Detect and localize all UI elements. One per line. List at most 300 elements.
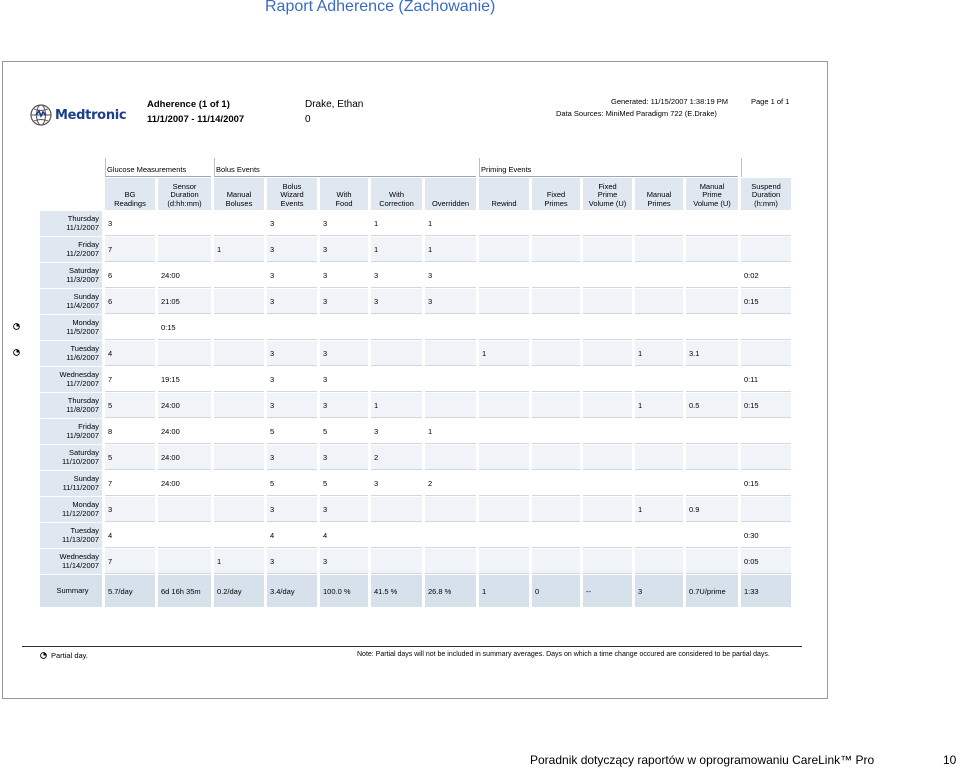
table-cell bbox=[741, 341, 791, 366]
table-row bbox=[40, 211, 791, 236]
table-cell bbox=[583, 523, 632, 548]
table-cell bbox=[425, 393, 476, 418]
day-name: Monday bbox=[72, 318, 99, 327]
day-name: Tuesday bbox=[70, 526, 99, 535]
table-cell bbox=[425, 445, 476, 470]
table-cell bbox=[214, 263, 264, 288]
adherence-table bbox=[37, 157, 794, 608]
table-cell: 3 bbox=[267, 263, 317, 288]
table-cell bbox=[267, 315, 317, 340]
column-header bbox=[532, 178, 580, 210]
column-header-line: Manual bbox=[226, 190, 252, 199]
table-cell bbox=[741, 237, 791, 262]
table-cell bbox=[686, 445, 738, 470]
table-cell: 4 bbox=[105, 523, 155, 548]
table-cell: 2 bbox=[371, 445, 422, 470]
table-cell: 3 bbox=[267, 341, 317, 366]
table-cell bbox=[320, 315, 368, 340]
table-cell: 1 bbox=[214, 549, 264, 574]
column-header-line: Food bbox=[335, 198, 353, 208]
column-header-line: Events bbox=[280, 198, 304, 208]
table-cell bbox=[479, 289, 529, 314]
table-cell: 3 bbox=[267, 211, 317, 236]
day-date: 11/14/2007 bbox=[62, 560, 99, 570]
day-date: 11/12/2007 bbox=[62, 508, 99, 518]
table-cell: 3 bbox=[267, 393, 317, 418]
column-header bbox=[320, 178, 368, 210]
table-cell bbox=[371, 341, 422, 366]
column-header-line: Bolus bbox=[282, 181, 302, 191]
table-cell bbox=[635, 549, 683, 574]
summary-cell: 1 bbox=[479, 575, 529, 607]
day-name: Sunday bbox=[73, 474, 99, 483]
table-cell: 3 bbox=[320, 445, 368, 470]
data-sources: Data Sources: MiniMed Paradigm 722 (E.Drake) bbox=[556, 109, 717, 118]
column-header-line: Prime bbox=[597, 190, 618, 199]
summary-cell: 3 bbox=[635, 575, 683, 607]
table-cell bbox=[686, 471, 738, 496]
table-cell bbox=[741, 211, 791, 236]
table-cell: 3 bbox=[425, 289, 476, 314]
day-date: 11/4/2007 bbox=[66, 300, 99, 310]
table-cell: 1 bbox=[371, 211, 422, 236]
table-cell: 5 bbox=[105, 393, 155, 418]
table-cell bbox=[425, 341, 476, 366]
column-header-line: (d:hh:mm) bbox=[167, 198, 202, 208]
table-row bbox=[40, 263, 791, 288]
table-cell bbox=[741, 497, 791, 522]
table-cell: 1 bbox=[371, 237, 422, 262]
table-cell bbox=[635, 263, 683, 288]
table-cell: 3 bbox=[320, 341, 368, 366]
table-cell: 0:11 bbox=[741, 367, 791, 392]
table-cell bbox=[479, 445, 529, 470]
table-cell: 3 bbox=[320, 549, 368, 574]
day-date: 11/9/2007 bbox=[66, 430, 99, 440]
column-header-line: Duration bbox=[170, 190, 199, 199]
table-cell: 1 bbox=[214, 237, 264, 262]
table-cell: 4 bbox=[267, 523, 317, 548]
table-cell bbox=[583, 341, 632, 366]
partial-day-icon bbox=[40, 652, 47, 659]
table-cell bbox=[583, 237, 632, 262]
column-header-line: Manual bbox=[699, 181, 725, 191]
table-cell bbox=[532, 289, 580, 314]
day-name: Thursday bbox=[67, 214, 99, 223]
table-cell: 6 bbox=[105, 289, 155, 314]
table-cell: 3 bbox=[320, 211, 368, 236]
summary-cell: 26.8 % bbox=[425, 575, 476, 607]
column-header-line: Fixed bbox=[546, 190, 566, 199]
summary-cell: 0 bbox=[532, 575, 580, 607]
table-cell: 3 bbox=[425, 263, 476, 288]
table-cell bbox=[532, 237, 580, 262]
summary-cell: -- bbox=[583, 575, 632, 607]
summary-row bbox=[40, 575, 791, 607]
column-header-line: Duration bbox=[751, 190, 781, 199]
table-cell bbox=[479, 367, 529, 392]
day-date: 11/11/2007 bbox=[62, 482, 99, 492]
table-cell: 4 bbox=[105, 341, 155, 366]
column-header-line: Sensor bbox=[172, 181, 197, 191]
day-cell bbox=[40, 419, 102, 444]
table-cell: 3 bbox=[320, 367, 368, 392]
table-cell bbox=[158, 549, 211, 574]
brand-name: Medtronic bbox=[55, 107, 127, 123]
day-cell bbox=[40, 497, 102, 522]
table-cell bbox=[479, 211, 529, 236]
day-cell bbox=[40, 237, 102, 262]
table-cell bbox=[532, 211, 580, 236]
table-cell bbox=[532, 341, 580, 366]
column-header bbox=[105, 178, 155, 210]
column-header bbox=[635, 178, 683, 210]
table-cell bbox=[425, 367, 476, 392]
column-header bbox=[479, 178, 529, 210]
table-cell bbox=[214, 419, 264, 444]
column-header bbox=[741, 178, 791, 210]
table-cell bbox=[532, 523, 580, 548]
day-date: 11/7/2007 bbox=[66, 378, 99, 388]
table-cell bbox=[583, 471, 632, 496]
table-cell: 24:00 bbox=[158, 419, 211, 444]
table-cell bbox=[583, 315, 632, 340]
table-cell: 0:30 bbox=[741, 523, 791, 548]
table-cell bbox=[214, 367, 264, 392]
page-indicator: Page 1 of 1 bbox=[751, 97, 790, 106]
table-cell bbox=[635, 237, 683, 262]
table-row bbox=[40, 497, 791, 522]
day-name: Sunday bbox=[73, 292, 99, 301]
column-header-line: Volume (U) bbox=[588, 198, 627, 208]
footer-divider bbox=[22, 646, 802, 647]
table-cell: 0:15 bbox=[741, 471, 791, 496]
table-cell: 7 bbox=[105, 549, 155, 574]
column-header bbox=[158, 178, 211, 210]
table-cell bbox=[686, 289, 738, 314]
table-cell bbox=[425, 497, 476, 522]
column-header-line: Overridden bbox=[431, 198, 470, 208]
table-cell bbox=[686, 367, 738, 392]
day-cell bbox=[40, 549, 102, 574]
column-header bbox=[583, 178, 632, 210]
table-cell bbox=[214, 315, 264, 340]
table-cell: 3 bbox=[267, 367, 317, 392]
table-cell: 5 bbox=[105, 445, 155, 470]
table-cell: 24:00 bbox=[158, 393, 211, 418]
column-header-line: Manual bbox=[646, 190, 672, 199]
table-cell bbox=[158, 237, 211, 262]
footer-note: Note: Partial days will not be included in summary averages. Days on which a time change occured are considered to be partial days. bbox=[357, 651, 770, 658]
table-row bbox=[40, 289, 791, 314]
table-cell bbox=[479, 393, 529, 418]
table-cell: 3 bbox=[105, 497, 155, 522]
table-cell: 1 bbox=[425, 237, 476, 262]
table-cell bbox=[425, 523, 476, 548]
legend-label: Partial day. bbox=[51, 651, 88, 660]
table-cell: 1 bbox=[425, 211, 476, 236]
table-cell: 24:00 bbox=[158, 445, 211, 470]
table-row bbox=[40, 471, 791, 496]
column-header-line: Boluses bbox=[225, 198, 253, 208]
table-cell: 0:05 bbox=[741, 549, 791, 574]
page-title: Raport Adherence (Zachowanie) bbox=[265, 0, 496, 15]
table-cell: 0.5 bbox=[686, 393, 738, 418]
day-name: Friday bbox=[78, 422, 99, 431]
table-cell: 3 bbox=[371, 471, 422, 496]
table-cell bbox=[583, 419, 632, 444]
table-cell: 3 bbox=[267, 445, 317, 470]
day-name: Saturday bbox=[68, 448, 99, 457]
table-cell: 0:15 bbox=[741, 289, 791, 314]
table-cell bbox=[371, 315, 422, 340]
column-header-line: Prime bbox=[702, 190, 722, 199]
table-row bbox=[40, 393, 791, 418]
day-date: 11/8/2007 bbox=[66, 404, 99, 414]
day-cell bbox=[40, 341, 102, 366]
table-cell: 3 bbox=[267, 289, 317, 314]
table-cell: 1 bbox=[371, 393, 422, 418]
table-cell: 3 bbox=[320, 393, 368, 418]
table-row bbox=[40, 341, 791, 366]
summary-cell: 100.0 % bbox=[320, 575, 368, 607]
table-cell bbox=[532, 497, 580, 522]
generated-timestamp: Generated: 11/15/2007 1:38:19 PM bbox=[611, 97, 729, 106]
table-cell bbox=[583, 393, 632, 418]
table-cell bbox=[686, 523, 738, 548]
table-cell bbox=[686, 211, 738, 236]
summary-cell: 1:33 bbox=[741, 575, 791, 607]
column-header bbox=[267, 178, 317, 210]
table-cell: 0.9 bbox=[686, 497, 738, 522]
table-cell: 3 bbox=[320, 497, 368, 522]
table-cell bbox=[532, 445, 580, 470]
globe-logo-icon bbox=[29, 103, 53, 127]
table-cell: 7 bbox=[105, 237, 155, 262]
table-cell bbox=[635, 523, 683, 548]
table-row bbox=[40, 315, 791, 340]
bottom-title: Poradnik dotyczący raportów w oprogramowaniu CareLink™ Pro bbox=[530, 753, 875, 767]
day-date: 11/1/2007 bbox=[66, 222, 99, 232]
day-date: 11/6/2007 bbox=[66, 352, 99, 362]
table-cell: 24:00 bbox=[158, 263, 211, 288]
day-date: 11/3/2007 bbox=[66, 274, 99, 284]
table-cell bbox=[479, 549, 529, 574]
table-cell bbox=[214, 497, 264, 522]
table-cell: 24:00 bbox=[158, 471, 211, 496]
table-cell bbox=[425, 315, 476, 340]
table-row bbox=[40, 419, 791, 444]
table-cell: 5 bbox=[320, 471, 368, 496]
table-cell: 5 bbox=[267, 471, 317, 496]
day-date: 11/13/2007 bbox=[62, 534, 99, 544]
table-cell bbox=[741, 445, 791, 470]
table-cell bbox=[635, 367, 683, 392]
table-cell bbox=[425, 549, 476, 574]
table-cell bbox=[214, 393, 264, 418]
table-cell bbox=[583, 549, 632, 574]
table-cell bbox=[635, 289, 683, 314]
table-cell bbox=[214, 471, 264, 496]
medtronic-logo bbox=[29, 103, 126, 127]
column-header-line: Suspend bbox=[751, 181, 781, 191]
table-cell bbox=[371, 549, 422, 574]
column-header-row bbox=[40, 178, 791, 210]
column-header bbox=[425, 178, 476, 210]
table-cell: 7 bbox=[105, 471, 155, 496]
day-cell bbox=[40, 315, 102, 340]
report-name: Adherence (1 of 1) bbox=[147, 99, 230, 110]
table-cell bbox=[158, 523, 211, 548]
table-cell bbox=[479, 523, 529, 548]
column-header bbox=[686, 178, 738, 210]
table-cell: 6 bbox=[105, 263, 155, 288]
table-cell bbox=[214, 523, 264, 548]
day-cell bbox=[40, 211, 102, 236]
summary-label: Summary bbox=[40, 575, 102, 607]
table-cell: 3 bbox=[320, 289, 368, 314]
table-cell: 3 bbox=[371, 289, 422, 314]
table-cell: 3 bbox=[267, 237, 317, 262]
summary-cell: 5.7/day bbox=[105, 575, 155, 607]
table-cell bbox=[686, 237, 738, 262]
table-cell bbox=[741, 419, 791, 444]
patient-name: Drake, Ethan bbox=[305, 99, 364, 110]
table-cell bbox=[105, 315, 155, 340]
group-header-row bbox=[40, 158, 791, 177]
table-cell: 21:05 bbox=[158, 289, 211, 314]
day-cell bbox=[40, 367, 102, 392]
day-cell bbox=[40, 445, 102, 470]
table-cell bbox=[158, 497, 211, 522]
table-cell: 19:15 bbox=[158, 367, 211, 392]
table-cell: 1 bbox=[425, 419, 476, 444]
day-name: Tuesday bbox=[70, 344, 99, 353]
table-cell: 1 bbox=[479, 341, 529, 366]
table-cell bbox=[214, 445, 264, 470]
table-cell: 8 bbox=[105, 419, 155, 444]
day-date: 11/5/2007 bbox=[66, 326, 99, 336]
table-cell bbox=[158, 341, 211, 366]
table-cell bbox=[532, 315, 580, 340]
table-cell: 3 bbox=[267, 497, 317, 522]
summary-cell: 3.4/day bbox=[267, 575, 317, 607]
table-cell: 3 bbox=[371, 263, 422, 288]
table-cell: 3 bbox=[320, 263, 368, 288]
day-name: Wednesday bbox=[59, 552, 99, 561]
day-name: Thursday bbox=[67, 396, 99, 405]
table-cell bbox=[532, 367, 580, 392]
table-cell bbox=[583, 497, 632, 522]
table-cell bbox=[532, 263, 580, 288]
column-header-line: Fixed bbox=[598, 181, 617, 191]
group-glucose-measurements: Glucose Measurements bbox=[105, 158, 211, 177]
table-cell: 5 bbox=[320, 419, 368, 444]
table-cell bbox=[686, 263, 738, 288]
patient-id: 0 bbox=[305, 114, 311, 125]
table-cell bbox=[479, 237, 529, 262]
column-header bbox=[371, 178, 422, 210]
table-cell: 3 bbox=[371, 419, 422, 444]
table-cell bbox=[532, 419, 580, 444]
table-cell bbox=[635, 315, 683, 340]
table-cell: 1 bbox=[635, 497, 683, 522]
table-cell: 4 bbox=[320, 523, 368, 548]
column-header-line: Readings bbox=[114, 198, 146, 208]
table-row bbox=[40, 367, 791, 392]
table-cell: 3 bbox=[320, 237, 368, 262]
table-cell bbox=[214, 341, 264, 366]
table-cell bbox=[686, 419, 738, 444]
day-cell bbox=[40, 263, 102, 288]
table-cell: 0:15 bbox=[741, 393, 791, 418]
table-cell bbox=[686, 549, 738, 574]
table-cell: 0:02 bbox=[741, 263, 791, 288]
table-cell bbox=[635, 471, 683, 496]
summary-cell: 6d 16h 35m bbox=[158, 575, 211, 607]
table-cell bbox=[214, 211, 264, 236]
table-row bbox=[40, 549, 791, 574]
column-header bbox=[214, 178, 264, 210]
column-header-line: Primes bbox=[647, 198, 671, 208]
column-header-line: Correction bbox=[379, 198, 414, 208]
summary-cell: 41.5 % bbox=[371, 575, 422, 607]
column-header-line: (h:mm) bbox=[754, 198, 778, 208]
page-number: 10 bbox=[943, 753, 957, 767]
table-cell: 7 bbox=[105, 367, 155, 392]
day-name: Wednesday bbox=[59, 370, 99, 379]
partial-day-icon bbox=[13, 349, 20, 356]
table-cell bbox=[532, 471, 580, 496]
table-cell bbox=[635, 445, 683, 470]
table-cell bbox=[583, 445, 632, 470]
summary-cell: 0.2/day bbox=[214, 575, 264, 607]
table-cell bbox=[479, 315, 529, 340]
table-cell: 3 bbox=[267, 549, 317, 574]
table-cell bbox=[583, 289, 632, 314]
group-bolus-events: Bolus Events bbox=[214, 158, 476, 177]
table-row bbox=[40, 523, 791, 548]
day-name: Friday bbox=[78, 240, 99, 249]
table-row bbox=[40, 237, 791, 262]
column-header-line: Primes bbox=[544, 198, 568, 208]
table-cell bbox=[583, 211, 632, 236]
table-cell bbox=[741, 315, 791, 340]
day-cell bbox=[40, 523, 102, 548]
day-date: 11/10/2007 bbox=[62, 456, 99, 466]
table-cell bbox=[583, 263, 632, 288]
table-cell bbox=[635, 211, 683, 236]
group-priming-events: Priming Events bbox=[479, 158, 738, 177]
day-cell bbox=[40, 393, 102, 418]
column-header-line: Volume (U) bbox=[693, 198, 731, 208]
table-cell bbox=[371, 523, 422, 548]
column-header-line: With bbox=[389, 190, 404, 199]
day-cell bbox=[40, 471, 102, 496]
table-cell: 1 bbox=[635, 393, 683, 418]
date-range: 11/1/2007 - 11/14/2007 bbox=[147, 114, 245, 125]
table-cell bbox=[686, 315, 738, 340]
partial-day-icon bbox=[13, 323, 20, 330]
table-cell bbox=[583, 367, 632, 392]
table-cell bbox=[532, 549, 580, 574]
table-cell bbox=[635, 419, 683, 444]
table-cell bbox=[214, 289, 264, 314]
table-cell bbox=[479, 263, 529, 288]
column-header-line: With bbox=[336, 190, 352, 199]
column-header-line: Wizard bbox=[280, 190, 304, 199]
table-cell: 2 bbox=[425, 471, 476, 496]
